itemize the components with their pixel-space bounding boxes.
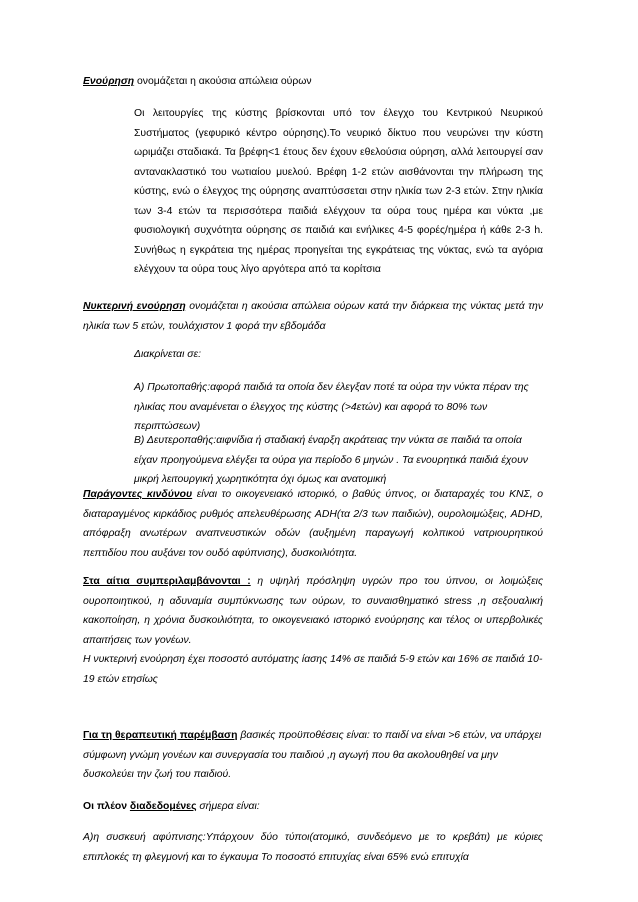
definition-text: ονομάζεται η ακούσια απώλεια ούρων	[134, 76, 312, 87]
paragraph-primary	[134, 378, 543, 437]
term-nocturnal-enuresis: Νυκτερινή ενούρηση	[83, 301, 186, 312]
paragraph-intervention	[83, 726, 543, 785]
term-causes: Στα αίτια συμπεριλαμβάνονται :	[83, 576, 251, 587]
remission-text: Η νυκτερινή ενούρηση έχει ποσοστό αυτόματης ίασης 14% σε παιδιά 5-9 ετών και 16% σε παιδιά 10-19 ετών ετησίως	[83, 654, 543, 685]
distinguished-text: Διακρίνεται σε:	[134, 349, 202, 360]
risk-factors-text: είναι το οικογενειακό ιστορικό, ο βαθύς ύπνος, οι διαταραχές του ΚΝΣ, ο διαταραγμένος κιρκάδιος ρυθμός απελευθέρωσης ADH(τα 2/3 των παιδιών), ουρολοιμώξεις, ADHD, απόφραξη ανωτέρων αναπνευστικών οδών (αυξημένη παραγωγή κολπικού νατριουρητικού πεπτιδίου που αυξάνει τον ουδό αφύπνισης), δυσκοιλιότητα.	[83, 489, 543, 559]
paragraph-secondary	[134, 431, 543, 490]
primary-text: Α) Πρωτοπαθής:αφορά παιδιά τα οποία δεν έλεγξαν ποτέ τα ούρα την νύκτα πέραν της ηλικίας που αναμένεται ο έλεγχος της κύστης (>4ετών) και αφορά το 80% των περιπτώσεων)	[134, 382, 529, 432]
paragraph-bladder-function	[134, 104, 543, 280]
paragraph-alarm-device	[83, 828, 543, 867]
paragraph-remission	[83, 650, 543, 689]
paragraph-most-common	[83, 797, 543, 817]
alarm-device-text: Α)η συσκευή αφύπνισης:Υπάρχουν δύο τύποι(ατομικό, συνδεόμενο με το κρεβάτι) με κύριες επιπλοκές τη φλεγμονή και το έγκαυμα Το ποσοστό επιτυχίας είναι 65% ενώ επιτυχία	[83, 832, 543, 863]
intervention-text: βασικές προϋποθέσεις είναι: το παιδί να είναι >6 ετών, να υπάρχει σύμφωνη γνώμη γονέων και συνεργασία του παιδιού ,η αγωγή που θα ακολουθηθεί να μην δυσκολεύει την ζωή του παιδιού.	[83, 730, 542, 780]
secondary-text: Β) Δευτεροπαθής:αιφνίδια ή σταδιακή έναρξη ακράτειας την νύκτα σε παιδιά τα οποία είχαν προηγούμενα ελέγξει τα ούρα για περίοδο 6 μηνών . Τα ενουρητικά παιδιά έχουν μικρή λειτουργική χωρητικότητα όχι όμως και ανατομική	[134, 435, 528, 485]
paragraph-nocturnal-definition	[83, 297, 543, 336]
term-most-common-2: διαδεδομένες	[129, 801, 197, 812]
term-intervention: Για τη θεραπευτική παρέμβαση	[83, 730, 238, 741]
nocturnal-definition-text: ονομάζεται η ακούσια απώλεια ούρων κατά την διάρκεια της νύκτας μετά την ηλικία των 5 ετών, τουλάχιστον 1 φορά την εβδομάδα	[83, 301, 544, 332]
term-most-common-1: Οι πλέον	[83, 801, 130, 812]
term-risk-factors: Παράγοντες κινδύνου	[83, 489, 193, 500]
bladder-function-text: Οι λειτουργίες της κύστης βρίσκονται υπό τον έλεγχο του Κεντρικού Νευρικού Συστήματος (γεφυρικό κέντρο ούρησης).Το νευρικό δίκτυο που νευρώνει την κύστη ωριμάζει σταδιακά. Τα βρέφη<1 έτους δεν έχουν εθελούσια ούρηση, αλλά λειτουργεί σαν αντανακλαστικό του νωτιαίου μυελού. Βρέφη 1-2 ετών αισθάνονται την πλήρωση της κύστης, ενώ ο έλεγχος της ούρησης αναπτύσσεται στην ηλικία των 2-3 ετών. Στην ηλικία των 3-4 ετών τα περισσότερα παιδιά ελέγχουν τα ούρα τους ημέρα και νύκτα ,με φυσιολογική συχνότητα ούρησης σε παιδιά και ενήλικες 4-5 φορές/ημέρα ή κάθε 2-3 h. Συνήθως η εγκράτεια της ημέρας προηγείται της εγκράτειας της νύκτας, ενώ τα αγόρια ελέγχουν τα ούρα τους λίγο αργότερα από τα κορίτσια	[134, 108, 543, 275]
paragraph-definition	[83, 72, 543, 92]
paragraph-risk-factors	[83, 485, 543, 563]
term-enuresis: Ενούρηση	[83, 76, 135, 87]
paragraph-causes	[83, 572, 543, 650]
most-common-text: σήμερα είναι:	[196, 801, 260, 812]
paragraph-distinguished	[134, 345, 543, 365]
causes-text: η υψηλή πρόσληψη υγρών προ του ύπνου, οι λοιμώξεις ουροποιητικού, η αδυναμία συμπύκνωσης των ούρων, το συναισθηματικό stress ,η σεξουαλική κακοποίηση, η χρόνια δυσκοιλιότητα, το οικογενειακό ιστορικό ενούρησης και τέλος οι υπερβολικές απαιτήσεις των γονέων.	[83, 576, 543, 646]
